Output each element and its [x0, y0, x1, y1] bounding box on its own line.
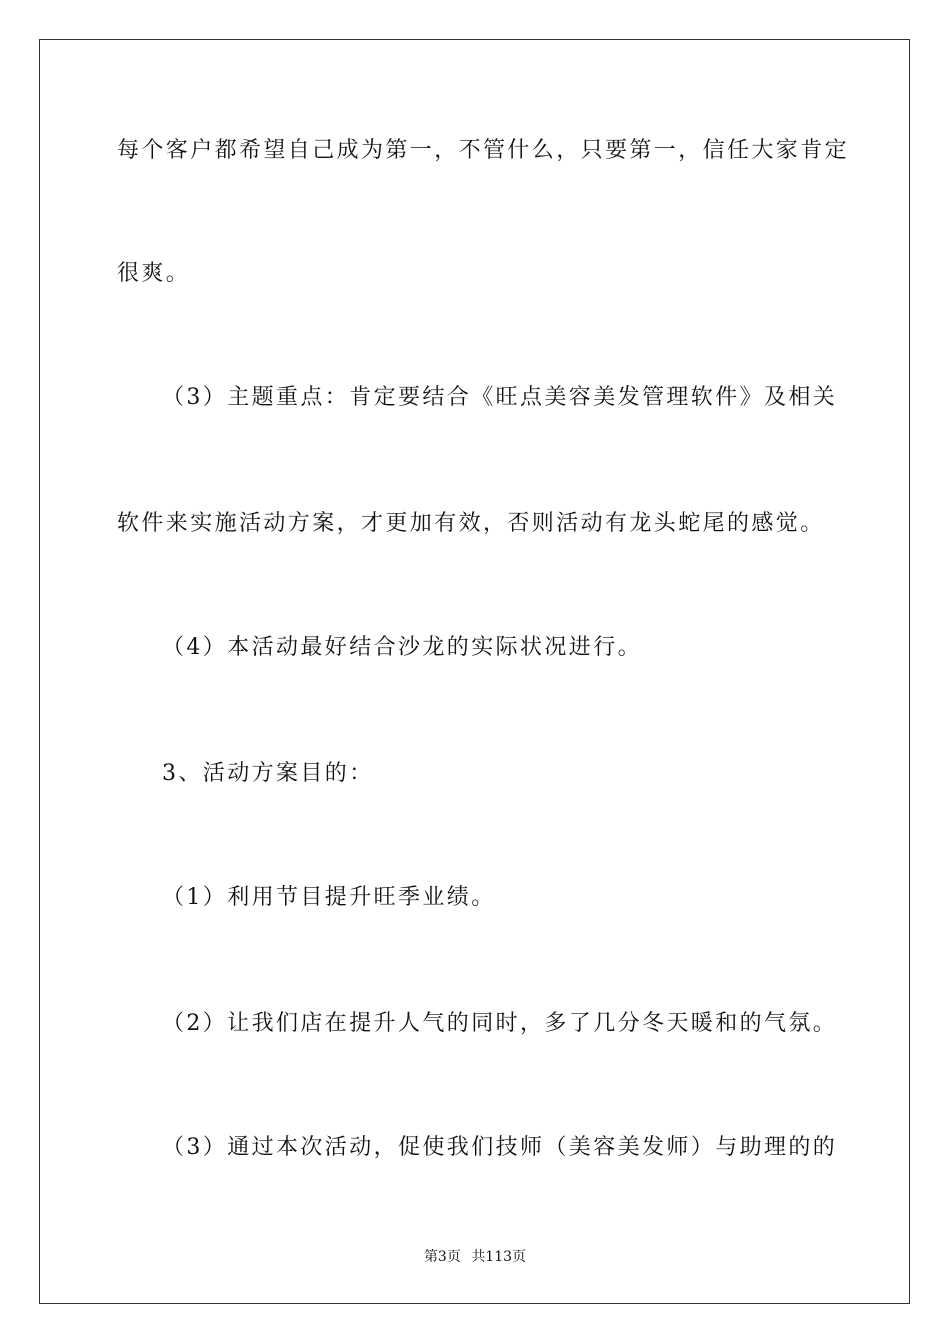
body-line-9: （3）通过本次活动，促使我们技师（美容美发师）与助理的的	[162, 1135, 838, 1160]
body-line-4: 软件来实施活动方案，才更加有效，否则活动有龙头蛇尾的感觉。	[117, 511, 825, 536]
body-line-2: 很爽。	[117, 261, 191, 286]
page-total: 共113页	[471, 1249, 527, 1265]
body-line-5: （4）本活动最好结合沙龙的实际状况进行。	[162, 635, 642, 660]
body-line-3: （3）主题重点：肯定要结合《旺点美容美发管理软件》及相关	[162, 385, 838, 410]
body-line-7: （1）利用节目提升旺季业绩。	[162, 885, 496, 910]
body-line-1: 每个客户都希望自己成为第一，不管什么，只要第一，信任大家肯定	[117, 138, 850, 163]
section-heading: 3、活动方案目的：	[162, 761, 374, 786]
page-number: 第3页	[423, 1249, 461, 1265]
page-border	[39, 39, 910, 1304]
page-footer	[0, 1248, 950, 1266]
body-line-8: （2）让我们店在提升人气的同时，多了几分冬天暖和的气氛。	[162, 1011, 838, 1036]
